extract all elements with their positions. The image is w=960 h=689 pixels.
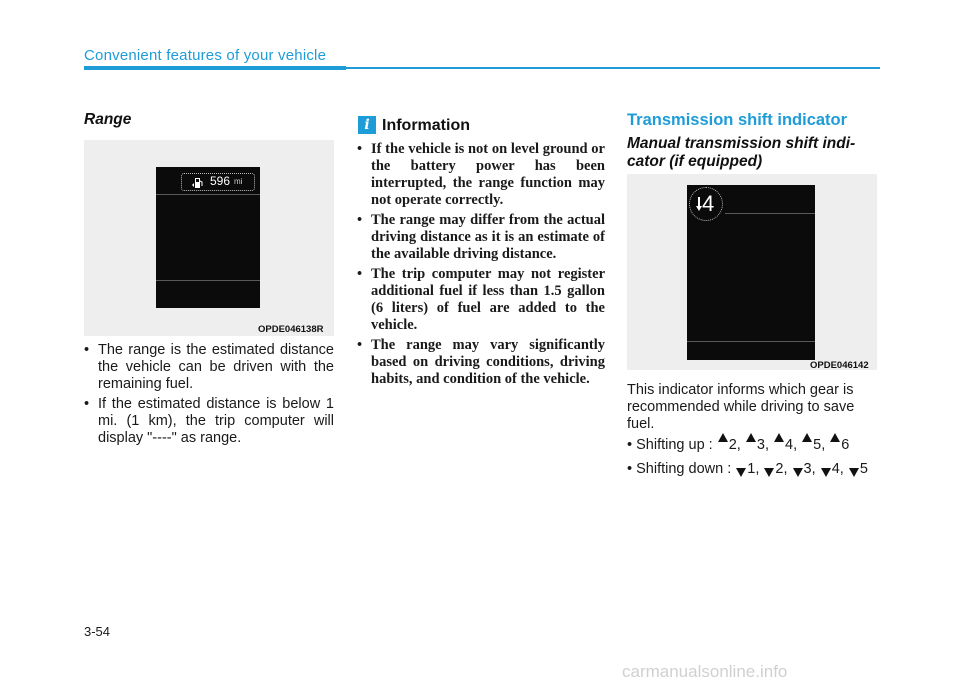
- shift-up-bullet: •: [627, 437, 637, 453]
- down-arrow-icon: [849, 468, 859, 477]
- header-rule-thick: [84, 66, 346, 70]
- fuel-pump-icon: [192, 176, 204, 194]
- shift-down-gear: 2: [775, 461, 784, 477]
- shift-indicator-figure: [627, 174, 877, 370]
- shift-up-label: Shifting up :: [636, 437, 713, 453]
- range-unit: mi: [234, 177, 243, 186]
- screen-divider-bottom: [687, 341, 815, 342]
- list-item: • The range is the estimated distance the vehicle can be driven with the remaining fuel.: [84, 342, 334, 393]
- list-item: • The range may vary significantly based on driving conditions, driving habits, and condition of the vehicle.: [357, 337, 605, 388]
- down-arrow-icon: [764, 468, 774, 477]
- shift-down-gear: 5: [859, 461, 868, 477]
- manual-shift-subheading: [627, 135, 887, 171]
- information-bullet-list: [357, 141, 605, 391]
- shift-up-gear: 4: [785, 437, 794, 453]
- list-item: • If the estimated distance is below 1 mi. (1 km), the trip computer will display "----" as range.: [84, 396, 334, 447]
- subheading-line-2: cator (if equipped): [627, 153, 763, 170]
- list-item: • The trip computer may not register additional fuel if less than 1.5 gallon (6 liters) of fuel are added to the vehicle.: [357, 266, 605, 334]
- down-arrow-icon: [793, 468, 803, 477]
- shift-figure-caption: OPDE046142: [810, 360, 869, 371]
- shift-up-gear: 6: [841, 437, 850, 453]
- shift-up-gear: 3: [756, 437, 765, 453]
- gear-indicator-frame: [689, 187, 723, 221]
- recommended-gear-value: 4: [702, 191, 715, 216]
- range-value: 596: [210, 174, 231, 188]
- shift-down-gear: 4: [831, 461, 840, 477]
- down-arrow-icon: [821, 468, 831, 477]
- shift-cluster-screen: [687, 185, 815, 360]
- shift-down-label: Shifting down :: [636, 461, 732, 477]
- watermark: carmanualsonline.info: [622, 662, 788, 681]
- shift-up-row: • Shifting up : 2, 3, 4, 5, 6: [627, 433, 849, 456]
- shift-up-gear: 2: [728, 437, 737, 453]
- page-number: 3-54: [84, 624, 111, 639]
- info-icon: i: [358, 116, 376, 134]
- shift-down-gear: 1: [747, 461, 756, 477]
- shift-down-row: • Shifting down : 1, 2, 3, 4, 5: [627, 461, 868, 477]
- up-arrow-icon: [774, 433, 784, 442]
- down-arrow-icon: [736, 468, 746, 477]
- shift-indicator-description: This indicator informs which gear is recommended while driving to save fuel.: [627, 382, 855, 432]
- information-heading: Information: [382, 117, 470, 134]
- list-item: • The range may differ from the actual driving distance as it is an estimate of the available driving distance.: [357, 212, 605, 263]
- header-rule-thin: [346, 67, 880, 69]
- range-figure: [84, 140, 334, 336]
- shift-down-gear: 3: [803, 461, 812, 477]
- screen-divider-top: [725, 213, 815, 214]
- screen-divider-bottom: [156, 280, 260, 281]
- range-bullet-list: [84, 342, 334, 450]
- range-readout-frame: [181, 173, 255, 191]
- transmission-heading: Transmission shift indicator: [627, 111, 848, 129]
- up-arrow-icon: [718, 433, 728, 442]
- range-heading: Range: [84, 111, 132, 128]
- range-cluster-screen: [156, 167, 260, 308]
- up-arrow-icon: [746, 433, 756, 442]
- list-item: • If the vehicle is not on level ground or the battery power has been interrupted, the range function may not operate correctly.: [357, 141, 605, 209]
- section-header-title: Convenient features of your vehicle: [84, 47, 327, 64]
- shift-up-gear: 5: [813, 437, 822, 453]
- subheading-line-1: Manual transmission shift indi-: [627, 135, 856, 152]
- up-arrow-icon: [802, 433, 812, 442]
- range-figure-caption: OPDE046138R: [258, 324, 324, 335]
- screen-divider-top: [156, 194, 260, 195]
- shift-down-bullet: •: [627, 461, 637, 477]
- up-arrow-icon: [830, 433, 840, 442]
